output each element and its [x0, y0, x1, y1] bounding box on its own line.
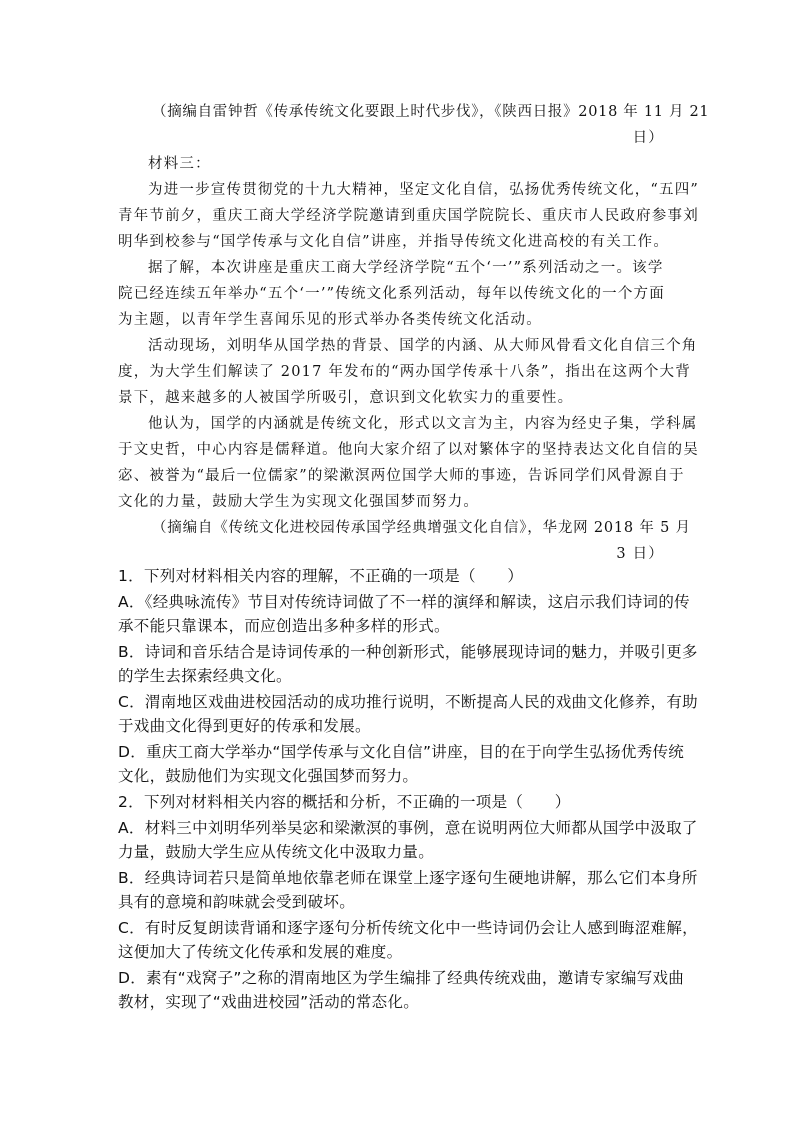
material2-source-line1: （摘编自雷钟哲《传承传统文化要跟上时代步伐》，《陕西日报》2018 年 11 月 21	[152, 104, 710, 120]
material3-p3-line: 活动现场，刘明华从国学热的背景、国学的内涵、从大师风骨看文化自信三个角	[148, 338, 698, 354]
question-2-option-c: C．有时反复朗读背诵和逐字逐句分析传统文化中一些诗词仍会让人感到晦涩难解，	[118, 919, 698, 937]
question-1-option-d: D．重庆工商大学举办“国学传承与文化自信”讲座，目的在于向学生弘扬优秀传统	[118, 743, 685, 761]
material3-source-line2: 3 日）	[616, 546, 664, 562]
question-2-option-d: D．素有“戏窝子”之称的渭南地区为学生编排了经典传统戏曲，邀请专家编写戏曲	[118, 969, 685, 987]
material3-p1-line: 明华到校参与“国学传承与文化自信”讲座，并指导传统文化进高校的有关工作。	[118, 234, 670, 250]
question-2-option-c-cont: 这便加大了传统文化传承和发展的难度。	[118, 943, 403, 961]
question-1-option-c-cont: 于戏曲文化得到更好的传承和发展。	[118, 717, 371, 735]
material3-p3-line: 景下，越来越多的人被国学所吸引，意识到文化软实力的重要性。	[118, 390, 574, 406]
question-2-option-b-cont: 具有的意境和韵味就会受到破坏。	[118, 893, 356, 911]
question-1-option-b: B．诗词和音乐结合是诗词传承的一种创新形式，能够展现诗词的魅力，并吸引更多	[118, 643, 698, 661]
question-1-stem: 1．下列对材料相关内容的理解，不正确的一项是（ ）	[118, 567, 524, 585]
question-2-option-b: B．经典诗词若只是简单地依靠老师在课堂上逐字逐句生硬地讲解，那么它们本身所	[118, 869, 698, 887]
material3-source-line1: （摘编自《传统文化进校园传承国学经典增强文化自信》，华龙网 2018 年 5 月	[152, 520, 691, 536]
material3-p2-line: 为主题，以青年学生喜闻乐见的形式举办各类传统文化活动。	[118, 312, 542, 328]
question-2-stem: 2．下列对材料相关内容的概括和分析，不正确的一项是（ ）	[118, 793, 571, 811]
question-1-option-d-cont: 文化，鼓励他们为实现文化强国梦而努力。	[118, 767, 419, 785]
material3-p2-line: 院已经连续五年举办“五个‘一’”传统文化系列活动，每年以传统文化的一个方面	[118, 286, 665, 302]
material3-p4-line: 他认为，国学的内涵就是传统文化，形式以文言为主，内容为经史子集，学科属	[148, 416, 698, 432]
question-1-option-a-cont: 承不能只靠课本，而应创造出多种多样的形式。	[118, 617, 450, 635]
question-1-option-b-cont: 的学生去探索经典文化。	[118, 667, 292, 685]
material3-p1-line: 为进一步宣传贯彻党的十九大精神，坚定文化自信，弘扬优秀传统文化，“五四”	[148, 182, 700, 198]
material3-p4-line: 宓、被誉为“最后一位儒家”的梁漱溟两位国学大师的事迹，告诉同学们风骨源自于	[118, 468, 685, 484]
question-1-option-c: C．渭南地区戏曲进校园活动的成功推行说明，不断提高人民的戏曲文化修养，有助	[118, 693, 698, 711]
material3-p2-line: 据了解，本次讲座是重庆工商大学经济学院“五个‘一’”系列活动之一。该学	[148, 260, 664, 276]
question-2-option-d-cont: 教材，实现了“戏曲进校园”活动的常态化。	[118, 993, 420, 1011]
question-2-option-a-cont: 力量，鼓励大学生应从传统文化中汲取力量。	[118, 843, 435, 861]
material3-p3-line: 度，为大学生们解读了 2017 年发布的“两办国学传承十八条”，指出在这两个大背	[118, 364, 691, 380]
question-1-option-a: A．《经典咏流传》节目对传统诗词做了不一样的演绎和解读，这启示我们诗词的传	[118, 593, 690, 611]
question-2-option-a: A．材料三中刘明华列举吴宓和梁漱溟的事例，意在说明两位大师都从国学中汲取了	[118, 819, 698, 837]
material3-p4-line: 于文史哲，中心内容是儒释道。他向大家介绍了以对繁体字的坚持表达文化自信的吴	[118, 442, 699, 458]
material2-source-line2: 日）	[632, 130, 664, 146]
material3-p4-line: 文化的力量，鼓励大学生为实现文化强国梦而努力。	[118, 494, 480, 510]
material3-heading: 材料三：	[148, 156, 211, 172]
material3-p1-line: 青年节前夕，重庆工商大学经济学院邀请到重庆国学院院长、重庆市人民政府参事刘	[118, 208, 699, 224]
